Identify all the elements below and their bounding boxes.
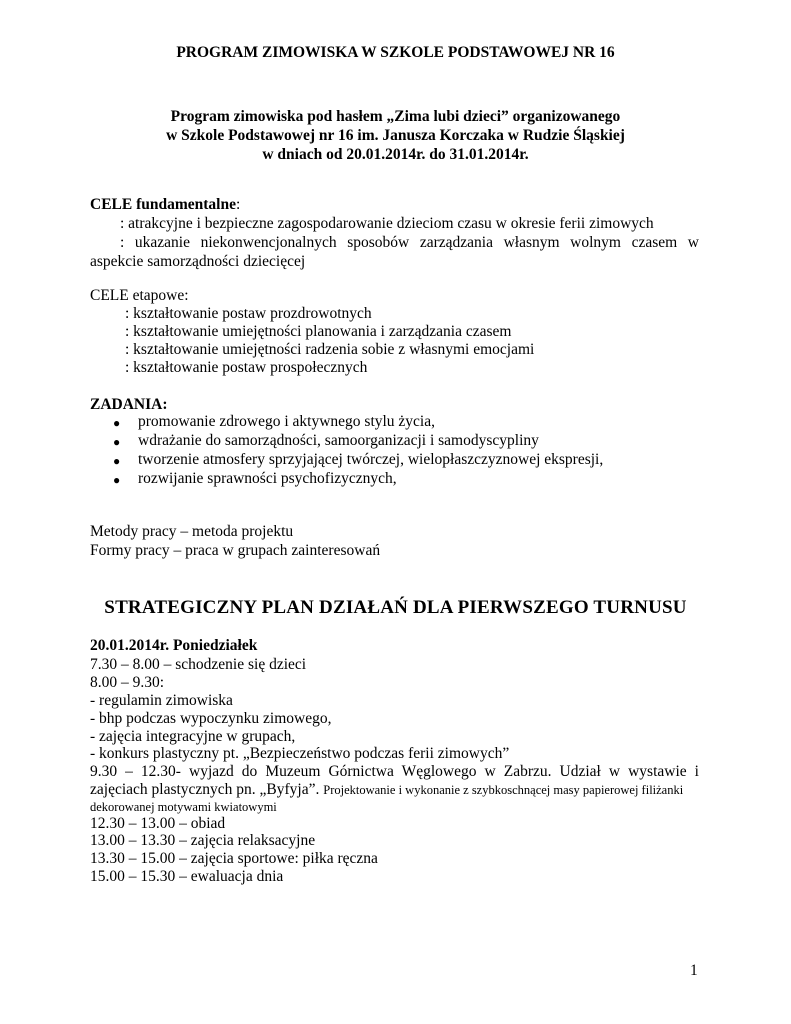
zadania-heading: ZADANIA: <box>90 396 168 413</box>
cele-etapowe-item-1: : kształtowanie postaw prozdrowotnych <box>125 305 372 322</box>
cele-fundamentalne-heading <box>90 196 240 214</box>
cele-fundamentalne-item-1: : atrakcyjne i bezpieczne zagospodarowanie dzieciom czasu w okresie ferii zimowych <box>120 215 654 232</box>
zadania-list <box>0 413 791 493</box>
schedule-line: - zajęcia integracyjne w grupach, <box>90 728 296 745</box>
formy-pracy: Formy pracy – praca w grupach zainteresowań <box>90 542 381 559</box>
schedule-line: 12.30 – 13.00 – obiad <box>90 815 226 832</box>
zadania-item-4: rozwijanie sprawności psychofizycznych, <box>138 470 397 487</box>
subtitle-line-1: Program zimowiska pod hasłem „Zima lubi dzieci” organizowanego <box>170 108 621 125</box>
trip-line-1: 9.30 – 12.30- wyjazd do Muzeum Górnictwa Węglowego w Zabrzu. Udział w wystawie i <box>90 763 699 780</box>
cele-fundamentalne-item-2: : ukazanie niekonwencjonalnych sposobów zarządzania własnym wolnym czasem w <box>120 234 699 251</box>
zadania-item-2: wdrażanie do samorządności, samoorganizacji i samodyscypliny <box>138 432 539 449</box>
trip-line-2-main: zajęciach plastycznych pn. „Byfyja”. <box>90 781 320 798</box>
trip-line-3: dekorowanej motywami kwiatowymi <box>90 800 277 814</box>
schedule-line: 8.00 – 9.30: <box>90 674 165 691</box>
schedule-line: 13.30 – 15.00 – zajęcia sportowe: piłka ręczna <box>90 850 378 867</box>
cele-etapowe-heading: CELE etapowe: <box>90 287 189 304</box>
cele-etapowe-item-4: : kształtowanie postaw prospołecznych <box>125 359 368 376</box>
subtitle-line-3: w dniach od 20.01.2014r. do 31.01.2014r. <box>262 146 529 163</box>
zadania-item-3: tworzenie atmosfery sprzyjającej twórczej, wielopłaszczyznowej ekspresji, <box>138 451 604 468</box>
schedule-line: 7.30 – 8.00 – schodzenie się dzieci <box>90 656 307 673</box>
metody-pracy: Metody pracy – metoda projektu <box>90 523 294 540</box>
page-number: 1 <box>690 962 698 979</box>
bullet-icon: ● <box>113 454 121 468</box>
plan-heading: STRATEGICZNY PLAN DZIAŁAŃ DLA PIERWSZEGO TURNUSU <box>104 597 687 618</box>
schedule-line: - bhp podczas wypoczynku zimowego, <box>90 710 332 727</box>
schedule-line: 15.00 – 15.30 – ewaluacja dnia <box>90 868 284 885</box>
cele-fundamentalne-item-2-cont: aspekcie samorządności dziecięcej <box>90 253 306 270</box>
trip-line-2-small: Projektowanie i wykonanie z szybkoschnącej masy papierowej filiżanki <box>323 783 684 797</box>
subtitle-line-2: w Szkole Podstawowej nr 16 im. Janusza Korczaka w Rudzie Śląskiej <box>166 127 625 144</box>
schedule-line: 13.00 – 13.30 – zajęcia relaksacyjne <box>90 832 316 849</box>
trip-line-2 <box>90 781 683 799</box>
bullet-icon: ● <box>113 435 121 449</box>
cele-fundamentalne-colon: : <box>236 196 241 213</box>
schedule-line: - regulamin zimowiska <box>90 692 233 709</box>
document-title: PROGRAM ZIMOWISKA W SZKOLE PODSTAWOWEJ NR 16 <box>176 44 615 61</box>
day-heading: 20.01.2014r. Poniedziałek <box>90 637 258 654</box>
cele-fundamentalne-label: CELE fundamentalne <box>90 196 236 213</box>
zadania-item-1: promowanie zdrowego i aktywnego stylu życia, <box>138 413 435 430</box>
cele-etapowe-item-2: : kształtowanie umiejętności planowania i zarządzania czasem <box>125 323 512 340</box>
cele-etapowe-item-3: : kształtowanie umiejętności radzenia sobie z własnymi emocjami <box>125 341 535 358</box>
schedule-line: - konkurs plastyczny pt. „Bezpieczeństwo podczas ferii zimowych” <box>90 745 510 762</box>
bullet-icon: ● <box>113 416 121 430</box>
bullet-icon: ● <box>113 473 121 487</box>
